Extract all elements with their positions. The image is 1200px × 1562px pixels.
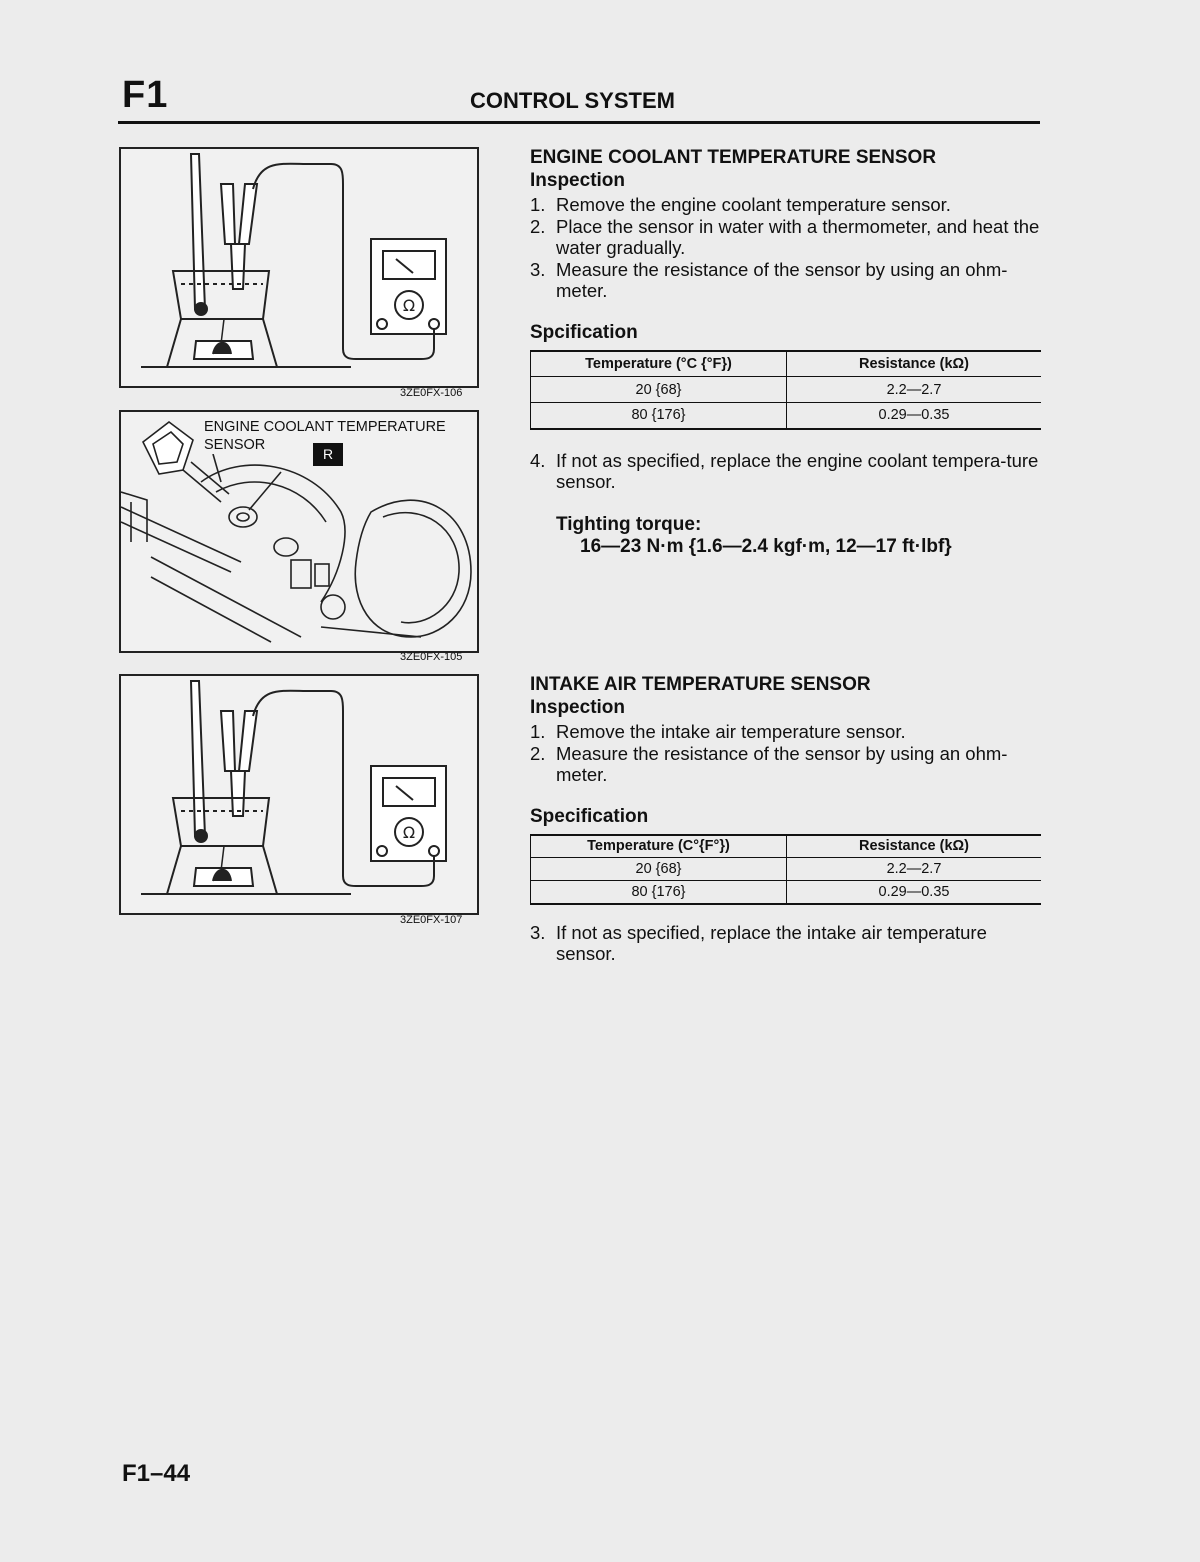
torque-value: 16—23 N·m {1.6—2.4 kgf·m, 12—17 ft·lbf} bbox=[580, 535, 952, 557]
table-row: 80 {176} 0.29—0.35 bbox=[531, 403, 1042, 429]
sensor-callout-line-2: SENSOR bbox=[204, 437, 266, 453]
list-item: 2. Place the sensor in water with a thermometer, and heat the water gradually. bbox=[530, 215, 1040, 258]
ohmmeter-water-bath-illustration bbox=[121, 676, 477, 913]
page-title: CONTROL SYSTEM bbox=[470, 88, 675, 113]
list-item: 1. Remove the engine coolant temperature sensor. bbox=[530, 194, 951, 215]
ect-inspection-heading: Inspection bbox=[530, 170, 626, 191]
figure-id: 3ZE0FX-105 bbox=[400, 651, 463, 663]
replace-badge: R bbox=[313, 443, 343, 466]
iat-inspection-heading: Inspection bbox=[530, 697, 626, 718]
ect-step-4 bbox=[530, 450, 1042, 493]
iat-step-3 bbox=[530, 922, 1042, 965]
list-item: 3. Measure the resistance of the sensor by using an ohm-meter. bbox=[530, 258, 1008, 301]
list-item: 4. If not as specified, replace the engine coolant tempera-ture sensor. bbox=[530, 449, 1039, 492]
table-row: 20 {68} 2.2—2.7 bbox=[531, 858, 1042, 881]
ect-torque bbox=[556, 514, 1042, 558]
table-row: 20 {68} 2.2—2.7 bbox=[531, 377, 1042, 403]
list-item: 1. Remove the intake air temperature sensor. bbox=[530, 721, 906, 742]
ohm-symbol-icon: Ω bbox=[402, 823, 416, 842]
iat-title: INTAKE AIR TEMPERATURE SENSOR bbox=[530, 674, 871, 695]
iat-section bbox=[530, 674, 1042, 965]
table-row: 80 {176} 0.29—0.35 bbox=[531, 881, 1042, 904]
table-header-row: Temperature (C°{F°}) Resistance (kΩ) bbox=[531, 835, 1042, 858]
section-code: F1 bbox=[122, 74, 169, 116]
header-rule bbox=[118, 121, 1040, 124]
ect-spec-heading: Spcification bbox=[530, 321, 638, 343]
figure-id: 3ZE0FX-107 bbox=[400, 914, 463, 926]
iat-steps bbox=[530, 721, 1042, 786]
ohmmeter-water-bath-illustration bbox=[121, 149, 477, 386]
iat-spec-heading: Specification bbox=[530, 805, 649, 827]
figure-ohmmeter-test-1 bbox=[119, 147, 479, 388]
ect-spec-table bbox=[530, 350, 1041, 430]
list-item: 2. Measure the resistance of the sensor by using an ohm-meter. bbox=[530, 742, 1008, 785]
sensor-callout-line-1: ENGINE COOLANT TEMPERATURE bbox=[204, 419, 446, 435]
figure-ohmmeter-test-2 bbox=[119, 674, 479, 915]
table-header-row: Temperature (°C {°F}) Resistance (kΩ) bbox=[531, 351, 1042, 377]
ohm-symbol-icon: Ω bbox=[402, 296, 416, 315]
iat-spec-table bbox=[530, 834, 1041, 905]
torque-label: Tighting torque: bbox=[556, 513, 702, 535]
list-item: 3. If not as specified, replace the intake air temperature sensor. bbox=[530, 921, 987, 964]
ect-steps bbox=[530, 194, 1042, 302]
figure-id: 3ZE0FX-106 bbox=[400, 387, 463, 399]
ect-section bbox=[530, 147, 1042, 558]
page-number: F1–44 bbox=[122, 1460, 191, 1487]
ect-title: ENGINE COOLANT TEMPERATURE SENSOR bbox=[530, 147, 937, 168]
